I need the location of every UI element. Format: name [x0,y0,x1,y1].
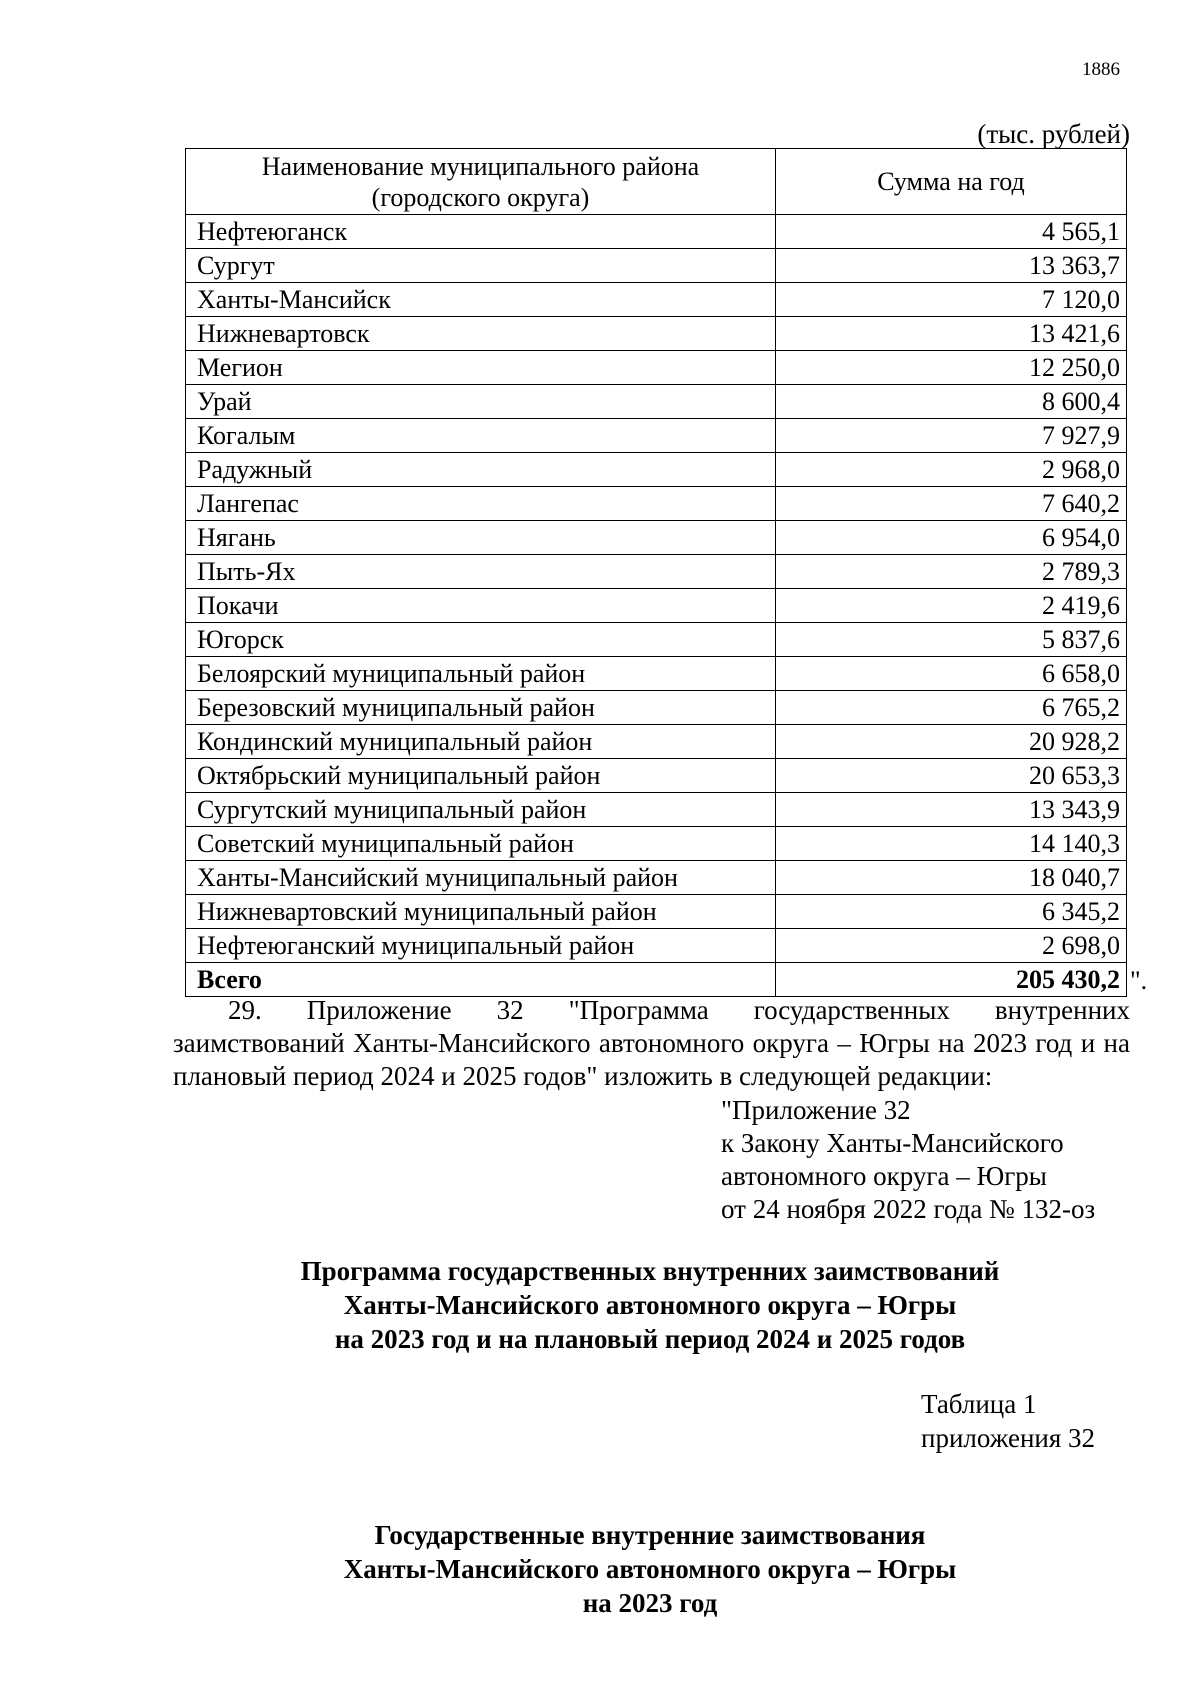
municipality-amount: 2 789,3 [776,555,1127,589]
municipality-name: Ханты-Мансийский муниципальный район [186,861,776,895]
column-header-name-line1: Наименование муниципального района [261,151,700,181]
table-ref-line1: Таблица 1 [921,1389,1037,1419]
table-row [186,759,1127,793]
table-row [186,487,1127,521]
municipality-name: Пыть-Ях [186,555,776,589]
municipality-amount: 6 345,2 [776,895,1127,929]
appendix-ref-line2: к Закону Ханты-Мансийского [721,1128,1064,1158]
table-row [186,385,1127,419]
table-row [186,725,1127,759]
amendment-paragraph [173,994,1130,1093]
municipality-name: Кондинский муниципальный район [186,725,776,759]
municipality-name: Когалым [186,419,776,453]
municipality-amount: 4 565,1 [776,215,1127,249]
section-title-line2: Ханты-Мансийского автономного округа – Югры [343,1290,957,1320]
municipality-amount: 5 837,6 [776,623,1127,657]
table-row [186,453,1127,487]
table-ref-line2: приложения 32 [921,1423,1096,1453]
subtitle-line1: Государственные внутренние заимствования [374,1520,926,1550]
municipality-name: Октябрьский муниципальный район [186,759,776,793]
municipal-amounts-table [185,148,1148,997]
column-header-name [186,149,776,215]
municipality-name: Югорск [186,623,776,657]
table-row [186,555,1127,589]
municipality-amount: 7 927,9 [776,419,1127,453]
municipality-name: Нижневартовск [186,317,776,351]
table-row [186,623,1127,657]
municipality-amount: 8 600,4 [776,385,1127,419]
table-row [186,283,1127,317]
municipality-amount: 20 928,2 [776,725,1127,759]
table-row [186,521,1127,555]
municipality-name: Радужный [186,453,776,487]
table-row [186,589,1127,623]
amendment-rest: заимствований Ханты-Мансийского автономного округа – Югры на 2023 год и на плановый период 2024 и 2025 годов" изложить в следующей редакции: [173,1028,1130,1091]
table-row [186,249,1127,283]
municipality-amount: 7 640,2 [776,487,1127,521]
table-reference [921,1387,1095,1455]
municipality-name: Белоярский муниципальный район [186,657,776,691]
page-number: 1886 [1082,59,1120,80]
total-label: Всего [186,963,776,997]
municipality-name: Сургутский муниципальный район [186,793,776,827]
table-header-row [186,149,1127,215]
municipality-amount: 2 698,0 [776,929,1127,963]
municipality-name: Березовский муниципальный район [186,691,776,725]
closing-quote: ". [1130,965,1148,995]
table-row [186,657,1127,691]
appendix-ref-line3: автономного округа – Югры [721,1161,1047,1191]
municipality-amount: 14 140,3 [776,827,1127,861]
municipality-amount: 6 658,0 [776,657,1127,691]
section-title-line1: Программа государственных внутренних заимствований [300,1256,1000,1286]
municipality-amount: 13 343,9 [776,793,1127,827]
municipality-name: Ханты-Мансийск [186,283,776,317]
municipality-name: Нижневартовский муниципальный район [186,895,776,929]
total-amount-wrap [1016,964,1148,995]
municipality-name: Урай [186,385,776,419]
table-row [186,929,1127,963]
municipality-name: Нефтеюганский муниципальный район [186,929,776,963]
table-row [186,895,1127,929]
appendix-ref-line4: от 24 ноября 2022 года № 132-оз [721,1194,1096,1224]
municipality-amount: 6 765,2 [776,691,1127,725]
municipality-name: Лангепас [186,487,776,521]
section-title [120,1254,1180,1356]
units-note: (тыс. рублей) [977,119,1130,149]
municipality-amount: 18 040,7 [776,861,1127,895]
municipality-amount: 13 363,7 [776,249,1127,283]
municipality-amount: 7 120,0 [776,283,1127,317]
table-body [186,215,1127,963]
municipality-amount: 2 419,6 [776,589,1127,623]
table-row [186,861,1127,895]
total-row [186,963,1127,997]
table-row [186,419,1127,453]
table-row [186,793,1127,827]
amendment-line1: 29. Приложение 32 "Программа государственных внутренних [228,995,1130,1025]
municipality-name: Мегион [186,351,776,385]
municipality-amount: 20 653,3 [776,759,1127,793]
municipality-amount: 6 954,0 [776,521,1127,555]
table-row [186,827,1127,861]
subtitle-line2: Ханты-Мансийского автономного округа – Югры [343,1554,957,1584]
appendix-ref-line1: "Приложение 32 [721,1095,911,1125]
total-amount-cell [776,963,1148,997]
appendix-reference [721,1094,1095,1226]
municipality-name: Покачи [186,589,776,623]
municipality-amount: 2 968,0 [776,453,1127,487]
column-header-amount: Сумма на год [776,149,1127,215]
municipality-name: Сургут [186,249,776,283]
municipality-name: Советский муниципальный район [186,827,776,861]
total-amount: 205 430,2 [1016,964,1120,994]
section-title-line3: на 2023 год и на плановый период 2024 и 2025 годов [334,1324,966,1354]
column-header-name-line2: (городского округа) [371,182,590,212]
table-row [186,317,1127,351]
table-row [186,691,1127,725]
municipality-name: Нягань [186,521,776,555]
table-subtitle [120,1518,1180,1620]
municipality-amount: 13 421,6 [776,317,1127,351]
table-row [186,215,1127,249]
municipality-amount: 12 250,0 [776,351,1127,385]
municipality-name: Нефтеюганск [186,215,776,249]
subtitle-line3: на 2023 год [582,1588,718,1618]
table-row [186,351,1127,385]
